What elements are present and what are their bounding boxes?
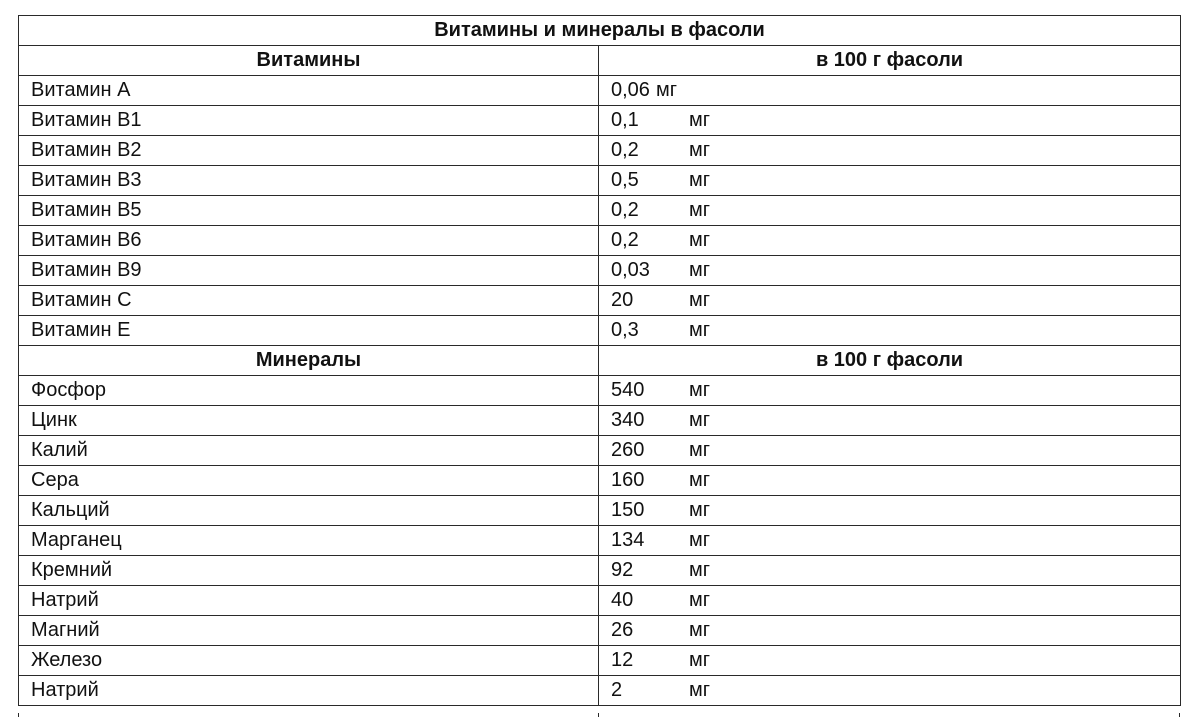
amount-value: 150	[611, 499, 645, 521]
nutrient-amount	[599, 226, 1181, 256]
nutrient-name: Цинк	[19, 406, 599, 436]
vitamins-header-row	[19, 46, 1181, 76]
nutrient-amount	[599, 166, 1181, 196]
nutrient-amount	[599, 286, 1181, 316]
nutrient-amount	[599, 136, 1181, 166]
amount-value: 12	[611, 649, 634, 671]
nutrient-amount	[599, 106, 1181, 136]
table-bottom-edge	[18, 713, 1180, 717]
minerals-header-row	[19, 346, 1181, 376]
amount-value: 160	[611, 469, 645, 491]
table-row	[19, 406, 1181, 436]
amount-value: 0,5	[611, 169, 639, 191]
nutrient-amount	[599, 466, 1181, 496]
minerals-header-name: Минералы	[19, 346, 599, 376]
vitamins-header-value: в 100 г фасоли	[599, 46, 1181, 76]
nutrient-name: Магний	[19, 616, 599, 646]
minerals-header-value: в 100 г фасоли	[599, 346, 1181, 376]
table-row	[19, 76, 1181, 106]
amount-unit: мг	[689, 229, 711, 251]
nutrient-amount	[599, 496, 1181, 526]
nutrient-amount	[599, 76, 1181, 106]
nutrient-name: Витамин А	[19, 76, 599, 106]
amount-value: 0,3	[611, 319, 639, 341]
amount-unit: мг	[689, 169, 711, 191]
nutrient-amount	[599, 376, 1181, 406]
amount-unit: мг	[689, 109, 711, 131]
table-bottom-divider	[598, 713, 599, 717]
nutrient-name: Натрий	[19, 676, 599, 706]
nutrition-table	[18, 15, 1181, 706]
table-row	[19, 436, 1181, 466]
amount-value: 20	[611, 289, 634, 311]
nutrient-amount	[599, 646, 1181, 676]
nutrient-amount	[599, 436, 1181, 466]
amount-value: 0,1	[611, 109, 639, 131]
nutrient-name: Калий	[19, 436, 599, 466]
title-row	[19, 16, 1181, 46]
nutrient-amount	[599, 196, 1181, 226]
vitamins-header-name: Витамины	[19, 46, 599, 76]
nutrient-name: Железо	[19, 646, 599, 676]
nutrient-name: Кальций	[19, 496, 599, 526]
table-row	[19, 646, 1181, 676]
nutrient-name: Витамин Е	[19, 316, 599, 346]
nutrient-name: Витамин В6	[19, 226, 599, 256]
table-row	[19, 106, 1181, 136]
nutrient-name: Витамин С	[19, 286, 599, 316]
nutrient-name: Сера	[19, 466, 599, 496]
nutrient-amount	[599, 406, 1181, 436]
amount-value: 0,2	[611, 229, 639, 251]
amount-unit: мг	[689, 469, 711, 491]
nutrient-amount	[599, 676, 1181, 706]
table-row	[19, 256, 1181, 286]
amount-value: 260	[611, 439, 645, 461]
table-row	[19, 586, 1181, 616]
nutrient-amount	[599, 616, 1181, 646]
amount-unit: мг	[689, 529, 711, 551]
table-row	[19, 226, 1181, 256]
table-row	[19, 556, 1181, 586]
amount-value: 92	[611, 559, 634, 581]
amount-value: 2	[611, 679, 623, 701]
nutrient-name: Витамин В1	[19, 106, 599, 136]
nutrient-amount	[599, 256, 1181, 286]
amount-unit: мг	[689, 289, 711, 311]
nutrient-name: Натрий	[19, 586, 599, 616]
table-row	[19, 526, 1181, 556]
amount-unit: мг	[689, 649, 711, 671]
amount-value: 0,2	[611, 139, 639, 161]
amount-unit: мг	[689, 199, 711, 221]
amount-unit: мг	[689, 499, 711, 521]
amount-value: 0,03	[611, 259, 650, 281]
table-row	[19, 616, 1181, 646]
table-row	[19, 166, 1181, 196]
nutrient-amount	[599, 586, 1181, 616]
table-row	[19, 196, 1181, 226]
amount-value: 40	[611, 589, 634, 611]
amount-value: 540	[611, 379, 645, 401]
table-row	[19, 466, 1181, 496]
nutrient-amount	[599, 556, 1181, 586]
nutrient-name: Витамин В3	[19, 166, 599, 196]
amount-unit: мг	[689, 139, 711, 161]
amount-unit: мг	[689, 409, 711, 431]
table-row	[19, 496, 1181, 526]
nutrient-name: Витамин В5	[19, 196, 599, 226]
amount-unit: мг	[689, 679, 711, 701]
amount-unit: мг	[655, 79, 677, 101]
amount-unit: мг	[689, 559, 711, 581]
nutrient-amount	[599, 526, 1181, 556]
nutrient-name: Витамин В9	[19, 256, 599, 286]
nutrient-name: Фосфор	[19, 376, 599, 406]
table-title: Витамины и минералы в фасоли	[19, 16, 1181, 46]
amount-value: 26	[611, 619, 634, 641]
table-row	[19, 286, 1181, 316]
amount-unit: мг	[689, 439, 711, 461]
table-body	[19, 16, 1181, 706]
table-row	[19, 316, 1181, 346]
table-row	[19, 676, 1181, 706]
amount-value: 0,06	[611, 79, 650, 101]
nutrient-name: Марганец	[19, 526, 599, 556]
nutrient-name: Кремний	[19, 556, 599, 586]
amount-value: 134	[611, 529, 645, 551]
amount-unit: мг	[689, 589, 711, 611]
amount-value: 0,2	[611, 199, 639, 221]
nutrient-name: Витамин В2	[19, 136, 599, 166]
table-row	[19, 376, 1181, 406]
amount-unit: мг	[689, 619, 711, 641]
table-row	[19, 136, 1181, 166]
amount-unit: мг	[689, 259, 711, 281]
amount-unit: мг	[689, 379, 711, 401]
amount-value: 340	[611, 409, 645, 431]
nutrient-amount	[599, 316, 1181, 346]
amount-unit: мг	[689, 319, 711, 341]
